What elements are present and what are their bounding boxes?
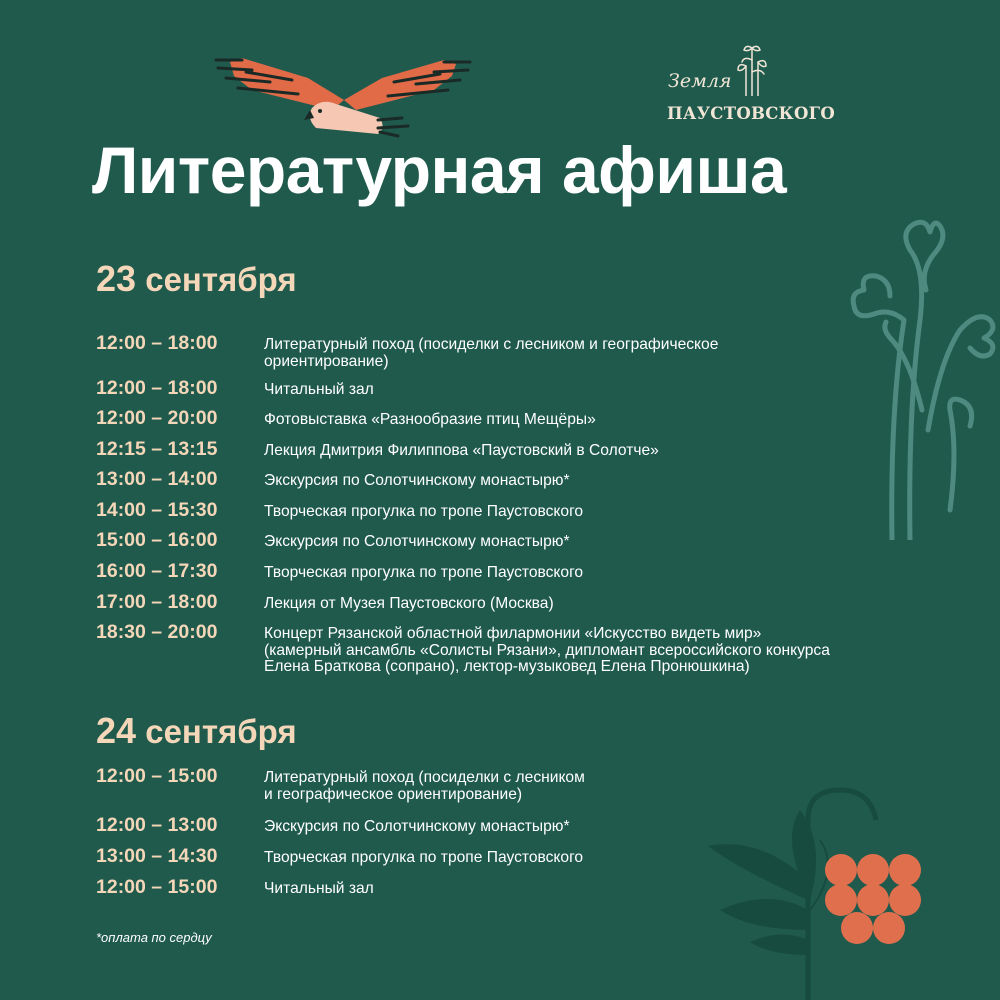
event-time: 17:00 – 18:00 xyxy=(96,591,218,613)
event-text: Лекция Дмитрия Филиппова «Паустовский в Солотче» xyxy=(264,442,659,459)
event-text: Экскурсия по Солотчинскому монастырю* xyxy=(264,472,570,489)
event-text: Читальный зал xyxy=(264,880,374,897)
date-heading xyxy=(96,710,297,752)
event-text: Читальный зал xyxy=(264,381,374,398)
event-text: Концерт Рязанской областной филармонии «Искусство видеть мир» (камерный ансамбль «Солисты Рязани», дипломант всероссийского конкурса Елена Браткова (сопрано), лектор-музыковед Елена Пронюшкина) xyxy=(264,625,830,675)
event-time: 12:00 – 18:00 xyxy=(96,377,218,399)
event-time: 12:00 – 20:00 xyxy=(96,407,218,429)
event-time: 12:00 – 13:00 xyxy=(96,814,218,836)
event-text: Экскурсия по Солотчинскому монастырю* xyxy=(264,818,570,835)
date-heading xyxy=(96,258,297,300)
event-time: 12:00 – 18:00 xyxy=(96,332,218,354)
date-day: 23 xyxy=(96,258,137,299)
event-text: Творческая прогулка по тропе Паустовского xyxy=(264,564,584,581)
event-time: 18:30 – 20:00 xyxy=(96,621,218,643)
event-time: 16:00 – 17:30 xyxy=(96,560,218,582)
page-title: Литературная афиша xyxy=(92,133,787,207)
event-text: Литературный поход (посиделки с лесником и географическое ориентирование) xyxy=(264,336,719,370)
date-day: 24 xyxy=(96,710,137,751)
event-text: Творческая прогулка по тропе Паустовского xyxy=(264,503,584,520)
date-month: сентября xyxy=(145,713,297,750)
logo-script-text: Земля xyxy=(668,70,732,92)
logo-main-text: ПАУСТОВСКОГО xyxy=(667,104,836,123)
tree-icon xyxy=(732,42,772,96)
event-text: Творческая прогулка по тропе Паустовского xyxy=(264,849,584,866)
brand-logo xyxy=(660,42,840,132)
berry-plant-decoration xyxy=(700,780,1000,1000)
event-text: Литературный поход (посиделки с лесником и географическое ориентирование) xyxy=(264,769,585,803)
event-time: 14:00 – 15:30 xyxy=(96,499,218,521)
event-text: Фотовыставка «Разнообразие птиц Мещёры» xyxy=(264,411,596,428)
event-time: 12:15 – 13:15 xyxy=(96,438,218,460)
event-time: 13:00 – 14:30 xyxy=(96,845,218,867)
event-time: 15:00 – 16:00 xyxy=(96,529,218,551)
event-text: Экскурсия по Солотчинскому монастырю* xyxy=(264,533,570,550)
date-month: сентября xyxy=(145,261,297,298)
event-time: 13:00 – 14:00 xyxy=(96,468,218,490)
footnote: *оплата по сердцу xyxy=(96,930,212,945)
event-time: 12:00 – 15:00 xyxy=(96,876,218,898)
event-time: 12:00 – 15:00 xyxy=(96,765,218,787)
event-text: Лекция от Музея Паустовского (Москва) xyxy=(264,595,554,612)
plant-decoration xyxy=(830,210,1000,540)
